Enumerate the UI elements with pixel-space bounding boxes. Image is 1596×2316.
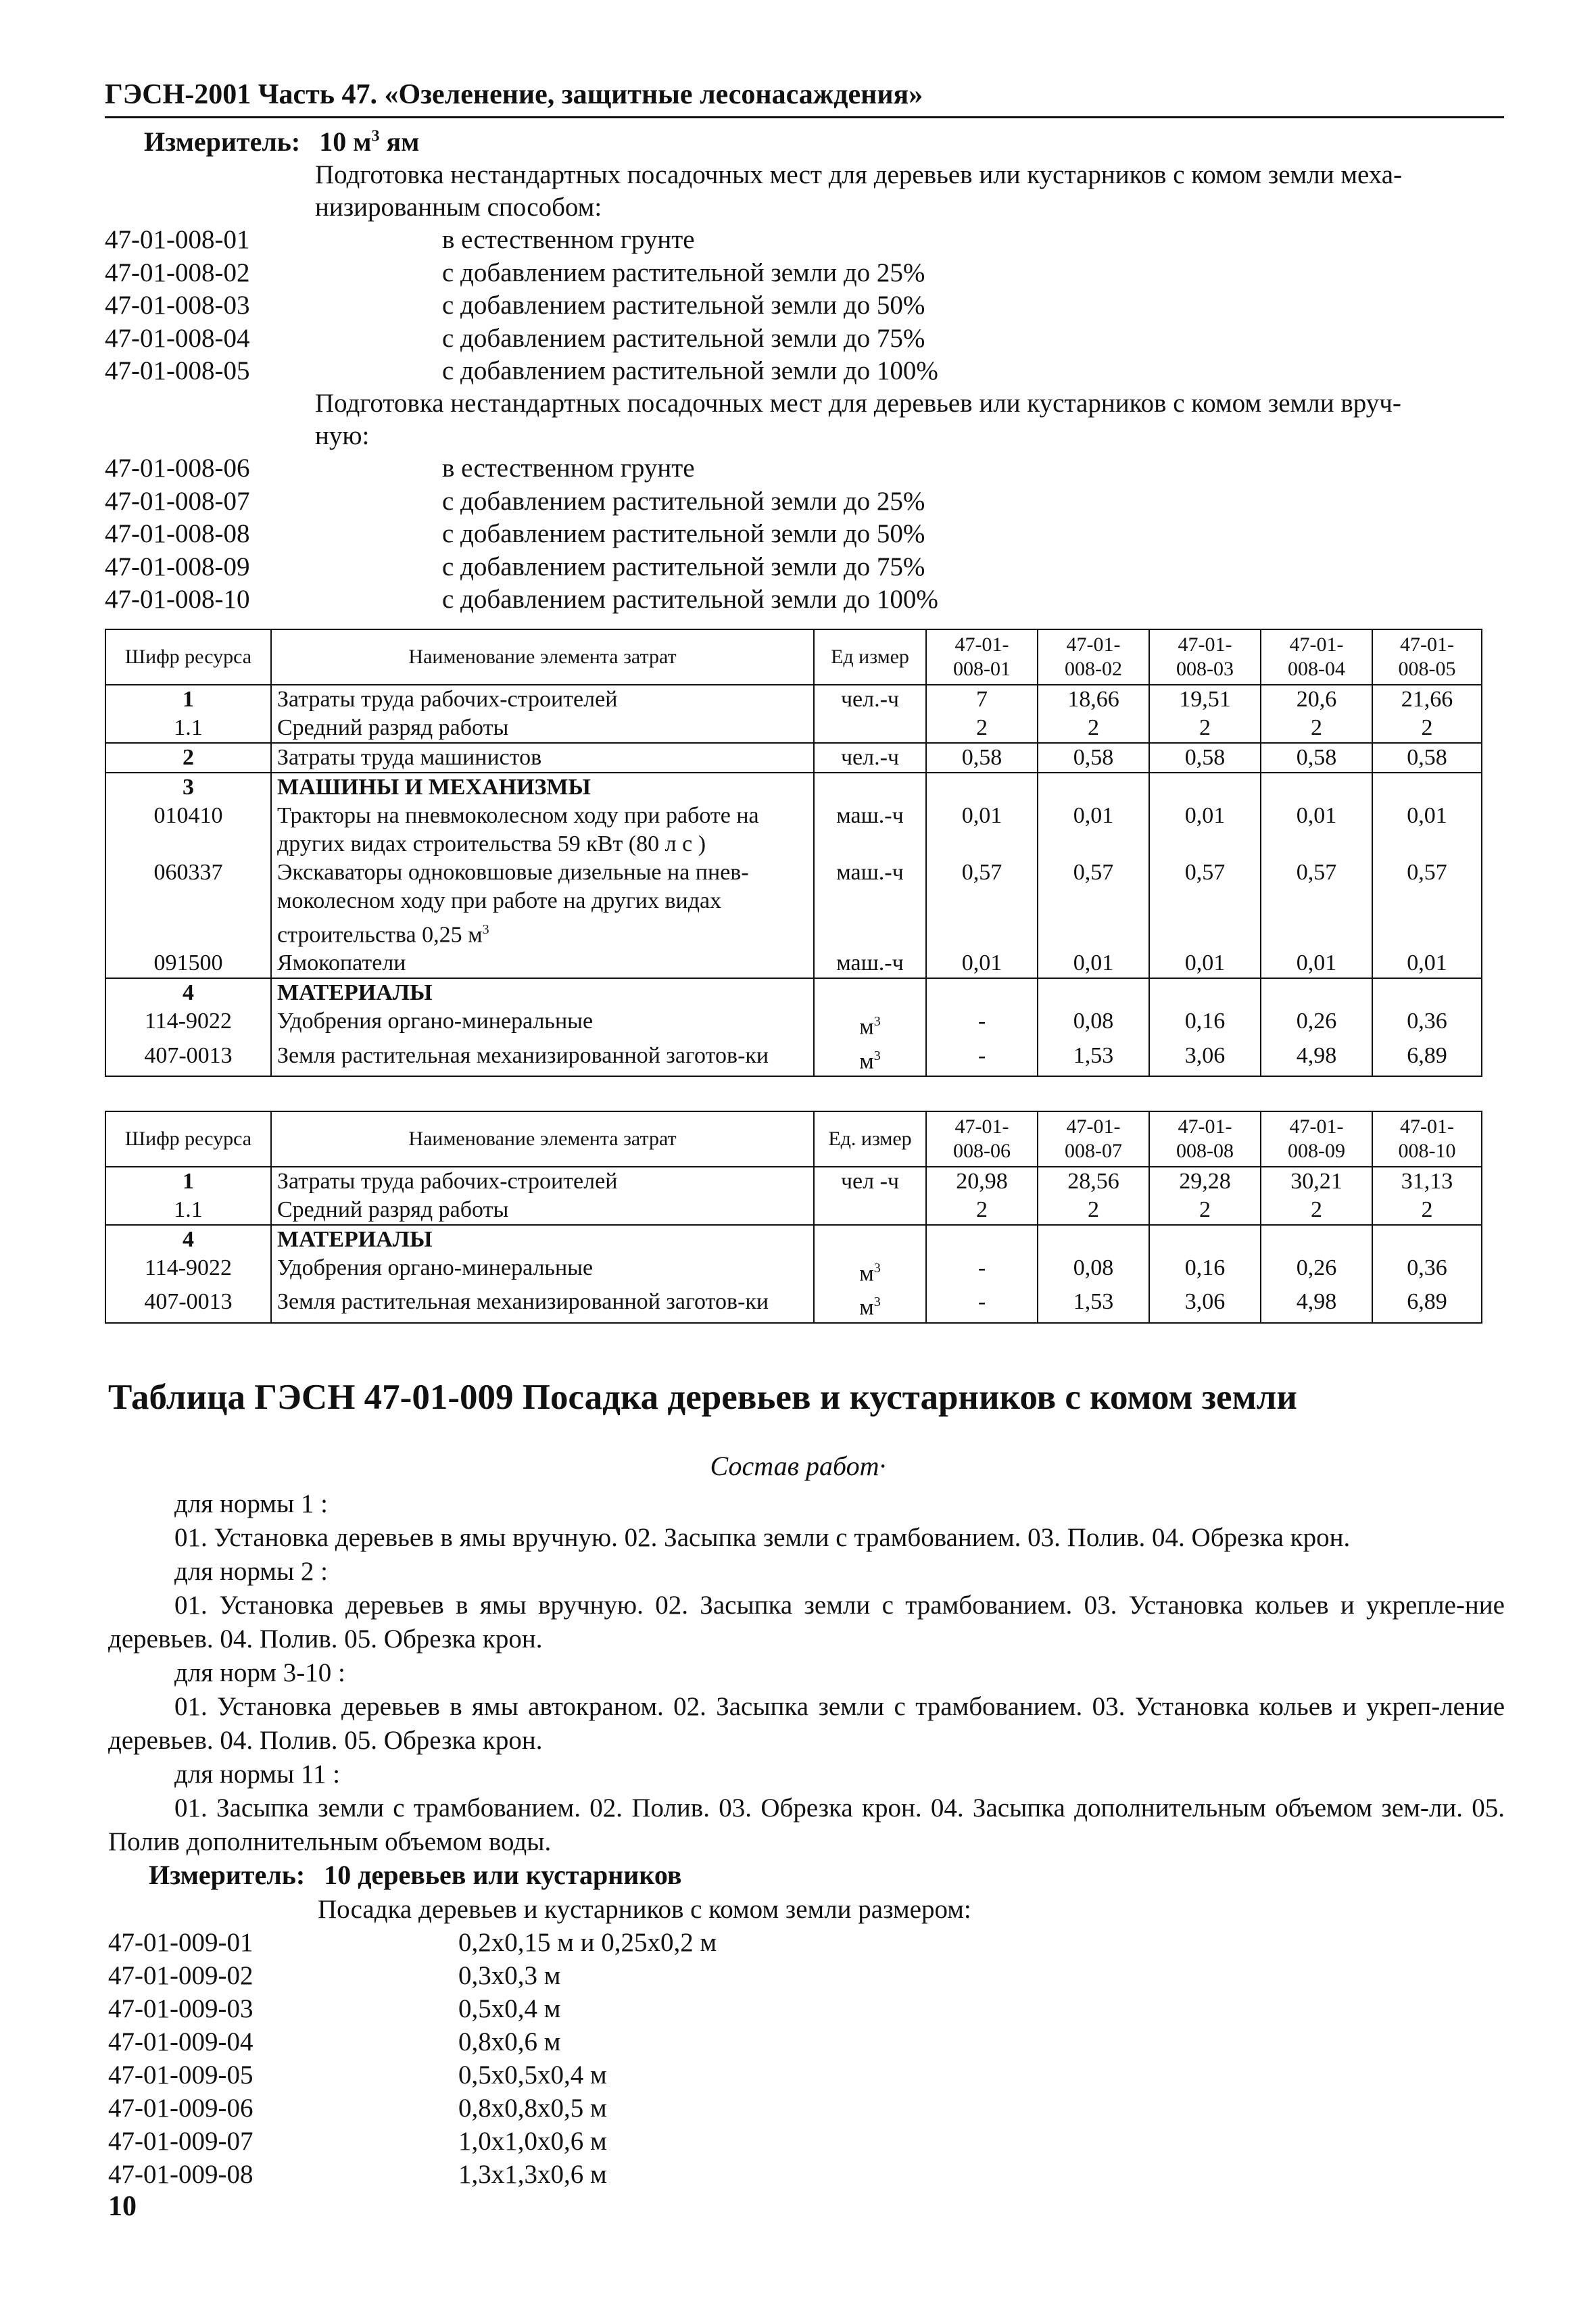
cell-value: 0,01 — [1261, 802, 1372, 859]
table-row — [105, 743, 1482, 773]
list-item — [108, 1926, 717, 1959]
cell-value: 0,58 — [926, 743, 1038, 773]
col-header-norm: 47-01- 008-05 — [1372, 629, 1482, 685]
norm-text: в естественном грунте — [442, 225, 695, 254]
norm-text: с добавлением растительной земли до 100% — [442, 356, 938, 385]
cell-value: 0,16 — [1149, 1007, 1261, 1041]
resource-table-1 — [105, 629, 1482, 1077]
list-item — [108, 1992, 717, 2025]
norm-2-label: для нормы 2 : — [174, 1557, 328, 1586]
cell-value: 0,01 — [1038, 802, 1149, 859]
cell-value: 2 — [926, 714, 1038, 743]
measure-line — [144, 126, 419, 158]
cell-name: Ямокопатели — [271, 949, 814, 978]
cell-value: 20,98 — [926, 1167, 1038, 1196]
measure-tail: ям — [379, 126, 420, 157]
cell-value — [1372, 773, 1482, 802]
cell-value: 2 — [1149, 1196, 1261, 1225]
table-row — [105, 949, 1482, 978]
sizes-list — [108, 1926, 717, 2191]
cell-value: 0,57 — [1261, 859, 1372, 949]
norm-code: 47-01-009-08 — [108, 2160, 253, 2189]
cell-value: - — [926, 1254, 1038, 1288]
table-row — [105, 1288, 1482, 1322]
cell-value — [926, 1225, 1038, 1254]
cell-value: 6,89 — [1372, 1288, 1482, 1322]
cell-value — [1149, 773, 1261, 802]
cell-name: Затраты труда рабочих-строителей — [271, 1167, 814, 1196]
cell-value: 1,53 — [1038, 1042, 1149, 1076]
cell-code: 091500 — [105, 949, 271, 978]
cell-code: 4 — [105, 978, 271, 1007]
cell-value — [1038, 1225, 1149, 1254]
cell-name-sup: 3 — [482, 922, 489, 937]
norm-11-text: 01. Засыпка земли с трамбованием. 02. Полив. 03. Обрезка крон. 04. Засыпка дополнительным объемом зем-ли. 05. Полив дополнительным объемом воды. — [108, 1793, 1505, 1856]
cell-code: 1.1 — [105, 714, 271, 743]
group1-list — [105, 224, 938, 388]
list-item — [105, 257, 938, 290]
cell-unit: чел -ч — [814, 1167, 926, 1196]
cell-unit — [814, 978, 926, 1007]
cell-value: 2 — [1261, 714, 1372, 743]
cell-value: - — [926, 1288, 1038, 1322]
cell-value: 1,53 — [1038, 1288, 1149, 1322]
cell-value: 2 — [1261, 1196, 1372, 1225]
norm-code: 47-01-008-01 — [105, 225, 250, 254]
cell-value: 0,26 — [1261, 1007, 1372, 1041]
group1-intro-line1: Подготовка нестандартных посадочных мест для деревьев или кустарников с комом земли меха- — [315, 160, 1403, 189]
cell-code: 4 — [105, 1225, 271, 1254]
norm-code: 47-01-008-08 — [105, 519, 250, 548]
cell-value: 0,16 — [1149, 1254, 1261, 1288]
list-item — [108, 2092, 717, 2125]
cell-name: МАТЕРИАЛЫ — [271, 978, 814, 1007]
table-row — [105, 773, 1482, 802]
norm-text: с добавлением растительной земли до 75% — [442, 323, 925, 353]
cell-value — [1038, 978, 1149, 1007]
cell-unit-sup: 3 — [873, 1295, 881, 1310]
norm-text: с добавлением растительной земли до 75% — [442, 552, 925, 581]
table-row — [105, 1254, 1482, 1288]
norm-code: 47-01-009-04 — [108, 2027, 253, 2056]
cell-value: 2 — [926, 1196, 1038, 1225]
cell-code: 010410 — [105, 802, 271, 859]
cell-value — [926, 773, 1038, 802]
cell-value: 2 — [1038, 714, 1149, 743]
table-row — [105, 685, 1482, 714]
list-item — [105, 583, 938, 617]
table-row — [105, 1007, 1482, 1041]
cell-value: 0,01 — [1038, 949, 1149, 978]
cell-value: 0,57 — [1372, 859, 1482, 949]
cell-value: 4,98 — [1261, 1042, 1372, 1076]
norm-text: 0,5х0,4 м — [458, 1994, 561, 2023]
table-row — [105, 978, 1482, 1007]
cell-name: Средний разряд работы — [271, 1196, 814, 1225]
cell-value — [1038, 773, 1149, 802]
cell-unit-wrap — [814, 1288, 926, 1322]
col-header-unit: Ед. измер — [814, 1111, 926, 1167]
norm-1-label: для нормы 1 : — [174, 1489, 328, 1518]
cell-value: 0,01 — [1261, 949, 1372, 978]
cell-value: 0,58 — [1038, 743, 1149, 773]
measure-value: 10 м — [319, 126, 372, 157]
col-header-code: Шифр ресурса — [105, 1111, 271, 1167]
cell-value: 0,01 — [1372, 802, 1482, 859]
col-header-code: Шифр ресурса — [105, 629, 271, 685]
cell-code: 114-9022 — [105, 1007, 271, 1041]
cell-value — [926, 978, 1038, 1007]
cell-unit: м — [859, 1261, 874, 1286]
norm-code: 47-01-008-02 — [105, 258, 250, 287]
cell-name: МАШИНЫ И МЕХАНИЗМЫ — [271, 773, 814, 802]
sizes-intro: Посадка деревьев и кустарников с комом земли размером: — [318, 1895, 971, 1924]
norm-text: 0,8х0,8х0,5 м — [458, 2094, 607, 2123]
table-row — [105, 802, 1482, 859]
norm-3-label: для норм 3-10 : — [174, 1658, 345, 1687]
norm-3-text: 01. Установка деревьев в ямы автокраном. 02. Засыпка земли с трамбованием. 03. Установка кольев и укреп-ление деревьев. 04. Полив. 05. Обрезка крон. — [108, 1692, 1505, 1755]
cell-code: 114-9022 — [105, 1254, 271, 1288]
norm-text: с добавлением растительной земли до 100% — [442, 585, 938, 614]
norm-code: 47-01-008-04 — [105, 323, 250, 353]
running-head: ГЭСН-2001 Часть 47. «Озеленение, защитные лесонасаждения» — [105, 76, 1504, 118]
group1-intro-line2: низированным способом: — [315, 193, 602, 222]
cell-value: 30,21 — [1261, 1167, 1372, 1196]
cell-value: 31,13 — [1372, 1167, 1482, 1196]
cell-value: 4,98 — [1261, 1288, 1372, 1322]
list-item — [105, 485, 938, 518]
table-row — [105, 859, 1482, 949]
list-item — [108, 2025, 717, 2058]
col-header-name: Наименование элемента затрат — [271, 1111, 814, 1167]
cell-name-wrap — [271, 859, 814, 949]
cell-value: - — [926, 1042, 1038, 1076]
cell-value: 7 — [926, 685, 1038, 714]
list-item — [105, 355, 938, 388]
cell-unit: маш.-ч — [814, 859, 926, 949]
cell-unit — [814, 773, 926, 802]
cell-value — [1261, 978, 1372, 1007]
measure-sup: 3 — [371, 127, 380, 145]
cell-value: 0,26 — [1261, 1254, 1372, 1288]
norm-text: 1,0х1,0х0,6 м — [458, 2127, 607, 2156]
norm-code: 47-01-008-06 — [105, 454, 250, 483]
norm-text: с добавлением растительной земли до 50% — [442, 291, 925, 320]
cell-unit-wrap — [814, 1254, 926, 1288]
col-header-name: Наименование элемента затрат — [271, 629, 814, 685]
cell-value — [1372, 1225, 1482, 1254]
list-item — [108, 2158, 717, 2191]
norm-text: 0,3х0,3 м — [458, 1961, 561, 1990]
cell-unit — [814, 1225, 926, 1254]
cell-name: Земля растительная механизированной заготов-ки — [271, 1288, 814, 1322]
group2-intro-line2: ную: — [315, 421, 370, 450]
norm-text: 1,3х1,3х0,6 м — [458, 2160, 607, 2189]
cell-code: 1.1 — [105, 1196, 271, 1225]
list-item — [105, 322, 938, 356]
norm-code: 47-01-009-05 — [108, 2060, 253, 2090]
cell-value — [1372, 978, 1482, 1007]
col-header-norm: 47-01- 008-09 — [1261, 1111, 1372, 1167]
work-composition-title: Состав работ· — [710, 1451, 886, 1481]
cell-value: 0,01 — [1149, 802, 1261, 859]
cell-value: 0,36 — [1372, 1254, 1482, 1288]
norm-11-label: для нормы 11 : — [174, 1760, 341, 1789]
cell-value: 0,01 — [1372, 949, 1482, 978]
cell-unit: чел.-ч — [814, 743, 926, 773]
cell-code: 407-0013 — [105, 1042, 271, 1076]
cell-name: Средний разряд работы — [271, 714, 814, 743]
measure-line-009 — [149, 1859, 681, 1891]
list-item — [108, 2058, 717, 2092]
norm-code: 47-01-008-03 — [105, 291, 250, 320]
cell-name: Удобрения органо-минеральные — [271, 1007, 814, 1041]
measure-value: 10 деревьев или кустарников — [324, 1860, 682, 1890]
cell-name: Удобрения органо-минеральные — [271, 1254, 814, 1288]
col-header-norm: 47-01- 008-07 — [1038, 1111, 1149, 1167]
norm-text: с добавлением растительной земли до 25% — [442, 258, 925, 287]
measure-label: Измеритель: — [144, 126, 301, 157]
cell-value: 3,06 — [1149, 1042, 1261, 1076]
col-header-norm: 47-01- 008-04 — [1261, 629, 1372, 685]
col-header-norm: 47-01- 008-01 — [926, 629, 1038, 685]
table-row — [105, 1167, 1482, 1196]
cell-code: 1 — [105, 685, 271, 714]
list-item — [105, 224, 938, 257]
cell-name: Земля растительная механизированной заготов-ки — [271, 1042, 814, 1076]
resource-table-2 — [105, 1111, 1482, 1324]
norm-text: 0,5х0,5х0,4 м — [458, 2060, 607, 2090]
cell-value — [1261, 773, 1372, 802]
cell-value: 0,01 — [1149, 949, 1261, 978]
list-item — [105, 452, 938, 485]
norm-1-text: 01. Установка деревьев в ямы вручную. 02. Засыпка земли с трамбованием. 03. Полив. 04. Обрезка крон. — [174, 1523, 1351, 1552]
cell-value: 18,66 — [1038, 685, 1149, 714]
col-header-norm: 47-01- 008-08 — [1149, 1111, 1261, 1167]
norm-code: 47-01-008-07 — [105, 486, 250, 516]
cell-value — [1149, 978, 1261, 1007]
cell-value — [1261, 1225, 1372, 1254]
cell-value: 2 — [1038, 1196, 1149, 1225]
cell-value: 0,01 — [926, 949, 1038, 978]
norm-code: 47-01-009-07 — [108, 2127, 253, 2156]
cell-value: 0,58 — [1372, 743, 1482, 773]
cell-name: Затраты труда машинистов — [271, 743, 814, 773]
col-header-norm: 47-01- 008-06 — [926, 1111, 1038, 1167]
cell-unit: м — [859, 1048, 874, 1073]
norm-code: 47-01-009-03 — [108, 1994, 253, 2023]
measure-label: Измеритель: — [149, 1860, 306, 1890]
list-item — [108, 2125, 717, 2158]
cell-unit: м — [859, 1295, 874, 1320]
cell-unit: маш.-ч — [814, 802, 926, 859]
cell-value: 0,08 — [1038, 1007, 1149, 1041]
cell-value: 0,57 — [926, 859, 1038, 949]
cell-unit-sup: 3 — [873, 1014, 881, 1030]
cell-value: 0,58 — [1261, 743, 1372, 773]
cell-value: 0,01 — [926, 802, 1038, 859]
cell-value: 29,28 — [1149, 1167, 1261, 1196]
cell-code: 407-0013 — [105, 1288, 271, 1322]
cell-unit — [814, 1196, 926, 1225]
cell-value: 0,36 — [1372, 1007, 1482, 1041]
group2-intro-line1: Подготовка нестандартных посадочных мест для деревьев или кустарников с комом земли вруч- — [315, 389, 1401, 418]
cell-unit-sup: 3 — [873, 1261, 881, 1276]
cell-value: 2 — [1372, 714, 1482, 743]
col-header-unit: Ед измер — [814, 629, 926, 685]
cell-value: 0,58 — [1149, 743, 1261, 773]
cell-value: 0,08 — [1038, 1254, 1149, 1288]
table-header-row — [105, 629, 1482, 685]
cell-unit — [814, 714, 926, 743]
group2-list — [105, 452, 938, 617]
cell-unit: чел.-ч — [814, 685, 926, 714]
list-item — [105, 551, 938, 584]
cell-unit-wrap — [814, 1042, 926, 1076]
cell-value: 6,89 — [1372, 1042, 1482, 1076]
list-item — [108, 1959, 717, 1992]
cell-name: Экскаваторы одноковшовые дизельные на пнев-моколесном ходу при работе на других видах строительства 0,25 м — [277, 860, 749, 948]
cell-unit-sup: 3 — [873, 1048, 881, 1063]
section-title: Таблица ГЭСН 47-01-009 Посадка деревьев и кустарников с комом земли — [108, 1378, 1297, 1417]
cell-unit: маш.-ч — [814, 949, 926, 978]
col-header-norm: 47-01- 008-03 — [1149, 629, 1261, 685]
cell-value — [1149, 1225, 1261, 1254]
cell-unit-wrap — [814, 1007, 926, 1041]
col-header-norm: 47-01- 008-10 — [1372, 1111, 1482, 1167]
norm-text: 0,8х0,6 м — [458, 2027, 561, 2056]
cell-name: Тракторы на пневмоколесном ходу при работе на других видах строительства 59 кВт (80 л с ) — [271, 802, 814, 859]
cell-value: 21,66 — [1372, 685, 1482, 714]
norm-code: 47-01-009-06 — [108, 2094, 253, 2123]
cell-code: 2 — [105, 743, 271, 773]
norm-text: 0,2х0,15 м и 0,25х0,2 м — [458, 1928, 717, 1957]
cell-name: МАТЕРИАЛЫ — [271, 1225, 814, 1254]
norm-code: 47-01-009-01 — [108, 1928, 253, 1957]
norm-text: с добавлением растительной земли до 25% — [442, 486, 925, 516]
norm-code: 47-01-009-02 — [108, 1961, 253, 1990]
norm-text: с добавлением растительной земли до 50% — [442, 519, 925, 548]
list-item — [105, 518, 938, 551]
table-row — [105, 714, 1482, 743]
cell-value: 2 — [1149, 714, 1261, 743]
norm-text: в естественном грунте — [442, 454, 695, 483]
cell-value: - — [926, 1007, 1038, 1041]
cell-value: 0,57 — [1149, 859, 1261, 949]
table-row — [105, 1042, 1482, 1076]
page-number: 10 — [108, 2191, 137, 2222]
norm-code: 47-01-008-10 — [105, 585, 250, 614]
col-header-norm: 47-01- 008-02 — [1038, 629, 1149, 685]
cell-code: 1 — [105, 1167, 271, 1196]
list-item — [105, 289, 938, 322]
cell-code: 3 — [105, 773, 271, 802]
cell-value: 20,6 — [1261, 685, 1372, 714]
cell-unit: м — [859, 1014, 874, 1040]
cell-value: 19,51 — [1149, 685, 1261, 714]
cell-value: 28,56 — [1038, 1167, 1149, 1196]
norm-code: 47-01-008-09 — [105, 552, 250, 581]
cell-code: 060337 — [105, 859, 271, 949]
table-header-row — [105, 1111, 1482, 1167]
cell-value: 3,06 — [1149, 1288, 1261, 1322]
norm-code: 47-01-008-05 — [105, 356, 250, 385]
table-row — [105, 1225, 1482, 1254]
table-row — [105, 1196, 1482, 1225]
norm-2-text: 01. Установка деревьев в ямы вручную. 02. Засыпка земли с трамбованием. 03. Установка кольев и укрепле-ние деревьев. 04. Полив. 05. Обрезка крон. — [108, 1591, 1505, 1654]
cell-value: 2 — [1372, 1196, 1482, 1225]
cell-name: Затраты труда рабочих-строителей — [271, 685, 814, 714]
cell-value: 0,57 — [1038, 859, 1149, 949]
